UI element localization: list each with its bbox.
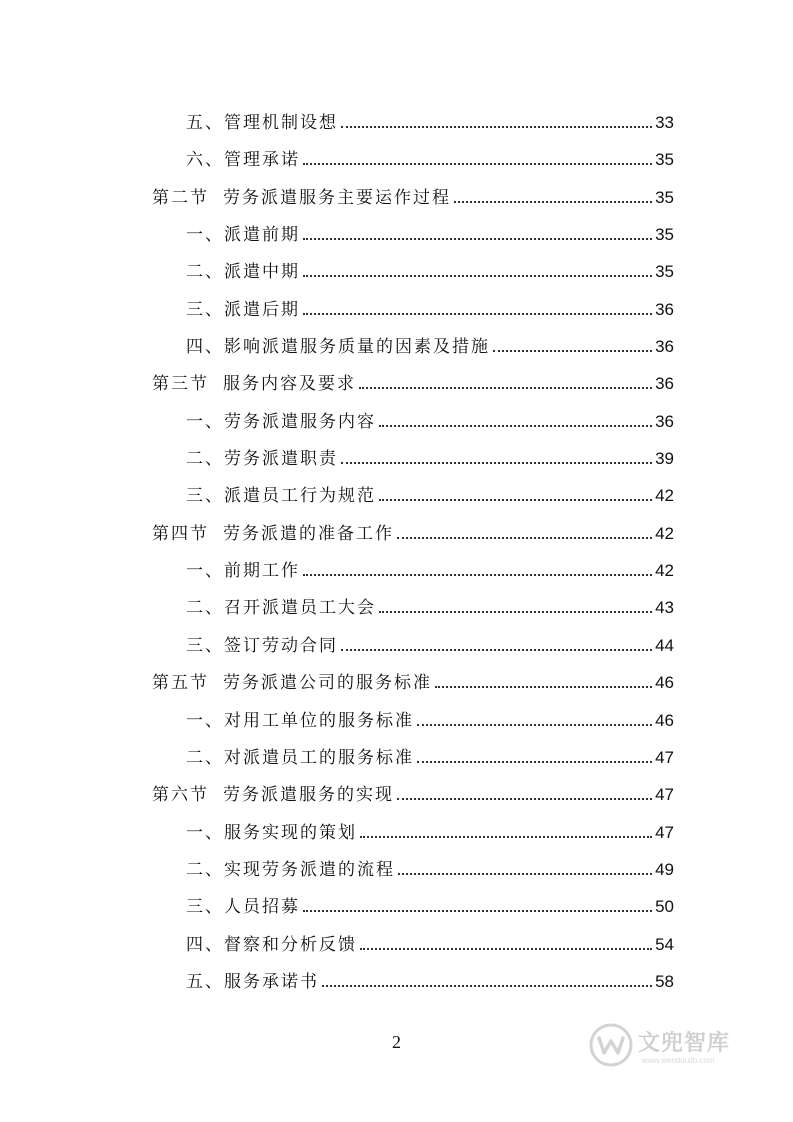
toc-entry[interactable] [0, 511, 793, 548]
toc-dot-leader [379, 425, 652, 427]
toc-dot-leader [379, 611, 652, 613]
toc-entry-page: 39 [655, 449, 674, 469]
toc-entry-page: 42 [655, 486, 674, 506]
toc-entry-title: 影响派遣服务质量的因素及措施 [224, 337, 490, 358]
toc-entry-title: 劳务派遣的准备工作 [223, 523, 394, 544]
toc-entry[interactable] [0, 473, 793, 510]
toc-entry-line [186, 706, 674, 731]
toc-entry-number: 第三节 [152, 374, 209, 395]
toc-entry-title: 人员招募 [224, 897, 300, 918]
toc-entry[interactable] [0, 249, 793, 286]
toc-entry-line [186, 220, 674, 245]
toc-entry-line [186, 967, 674, 992]
toc-entry-number: 第四节 [152, 523, 209, 544]
toc-entry-page: 46 [655, 673, 674, 693]
toc-entry[interactable] [0, 623, 793, 660]
toc-entry-number: 五、 [186, 113, 224, 133]
toc-entry-page: 42 [655, 561, 674, 581]
toc-entry-page: 35 [655, 225, 674, 245]
toc-entry[interactable] [0, 361, 793, 398]
toc-entry-title: 劳务派遣服务的实现 [223, 785, 394, 806]
toc-dot-leader [397, 537, 652, 539]
toc-entry-page: 36 [655, 411, 674, 431]
toc-dot-leader [341, 126, 652, 128]
toc-entry-page: 42 [655, 523, 674, 543]
toc-entry-page: 50 [655, 897, 674, 917]
toc-dot-leader [303, 574, 652, 576]
toc-dot-leader [379, 499, 652, 501]
toc-entry[interactable] [0, 810, 793, 847]
toc-entry-number: 一、 [186, 710, 224, 731]
toc-entry-line [152, 780, 674, 805]
toc-entry[interactable] [0, 772, 793, 809]
toc-entry-number: 四、 [186, 934, 224, 955]
toc-entry-page: 47 [655, 785, 674, 805]
toc-entry-number: 二、 [186, 747, 224, 768]
toc-entry-number: 一、 [186, 822, 224, 843]
toc-entry-title: 服务承诺书 [224, 971, 319, 992]
toc-entry[interactable] [0, 698, 793, 735]
watermark [588, 1020, 768, 1080]
toc-entry-number: 五、 [186, 971, 224, 992]
toc-entry-line [152, 183, 674, 208]
toc-entry-page: 36 [655, 299, 674, 319]
toc-dot-leader [303, 238, 652, 240]
toc-entry-line [186, 481, 674, 506]
toc-entry-title: 服务实现的策划 [224, 822, 357, 843]
watermark-brand: 文兜智库 [638, 1031, 731, 1056]
toc-entry-page: 35 [655, 150, 674, 170]
toc-entry-number: 第五节 [152, 673, 209, 694]
toc-entry-line [186, 818, 674, 843]
toc-entry-title: 劳务派遣职责 [224, 449, 338, 470]
toc-entry-line [186, 855, 674, 880]
toc-dot-leader [360, 836, 652, 838]
toc-entry-number: 第二节 [152, 187, 209, 208]
toc-entry-line [186, 295, 674, 320]
toc-entry-line [186, 145, 674, 170]
toc-entry-title: 服务内容及要求 [223, 374, 356, 395]
toc-entry-number: 三、 [186, 299, 224, 320]
toc-dot-leader [303, 313, 652, 315]
toc-entry-title: 派遣员工行为规范 [224, 486, 376, 507]
toc-dot-leader [359, 387, 652, 389]
toc-entry-title: 管理承诺 [224, 150, 300, 171]
toc-entry[interactable] [0, 212, 793, 249]
toc-entry-page: 47 [655, 747, 674, 767]
w-seal-icon [588, 1022, 634, 1068]
toc-entry-title: 对用工单位的服务标准 [224, 710, 414, 731]
toc-entry-title: 签订劳动合同 [224, 635, 338, 656]
toc-dot-leader [341, 462, 652, 464]
toc-entry-title: 劳务派遣公司的服务标准 [223, 673, 432, 694]
toc-entry[interactable] [0, 137, 793, 174]
toc-dot-leader [303, 163, 652, 165]
toc-dot-leader [397, 798, 652, 800]
toc-dot-leader [303, 910, 652, 912]
toc-dot-leader [417, 761, 652, 763]
toc-entry-number: 一、 [186, 561, 224, 582]
toc-dot-leader [435, 686, 652, 688]
toc-entry-line [186, 108, 674, 133]
toc-entry-line [186, 407, 674, 432]
toc-entry-number: 二、 [186, 859, 224, 880]
toc-entry-line [186, 892, 674, 917]
toc-entry-page: 35 [655, 262, 674, 282]
toc-dot-leader [341, 649, 652, 651]
toc-entry-page: 43 [655, 598, 674, 618]
toc-entry[interactable] [0, 324, 793, 361]
toc-entry[interactable] [0, 175, 793, 212]
toc-entry-page: 46 [655, 710, 674, 730]
toc-entry-number: 三、 [186, 635, 224, 656]
table-of-contents [0, 100, 793, 996]
toc-dot-leader [493, 350, 652, 352]
toc-entry[interactable] [0, 436, 793, 473]
toc-entry-line [186, 743, 674, 768]
toc-entry[interactable] [0, 660, 793, 697]
toc-entry-line [186, 332, 674, 357]
watermark-url: www.wendoulib.com [642, 1056, 715, 1065]
toc-entry-line [186, 257, 674, 282]
toc-entry-number: 三、 [186, 486, 224, 507]
toc-entry[interactable] [0, 100, 793, 137]
toc-entry-page: 58 [655, 971, 674, 991]
toc-entry-number: 二、 [186, 449, 224, 470]
toc-dot-leader [398, 873, 652, 875]
toc-entry-line [186, 930, 674, 955]
toc-entry[interactable] [0, 287, 793, 324]
toc-entry-title: 派遣前期 [224, 225, 300, 246]
toc-entry-line [152, 668, 674, 693]
toc-entry-number: 二、 [186, 598, 224, 619]
toc-entry-number: 三、 [186, 897, 224, 918]
toc-entry-title: 劳务派遣服务内容 [224, 411, 376, 432]
toc-entry-line [186, 593, 674, 618]
toc-entry[interactable] [0, 399, 793, 436]
toc-entry[interactable] [0, 548, 793, 585]
toc-entry-number: 一、 [186, 411, 224, 432]
toc-entry-number: 六、 [186, 150, 224, 171]
toc-entry-title: 前期工作 [224, 561, 300, 582]
toc-entry-line [186, 444, 674, 469]
toc-entry-page: 36 [655, 374, 674, 394]
toc-entry-line [152, 519, 674, 544]
toc-entry[interactable] [0, 585, 793, 622]
toc-entry[interactable] [0, 959, 793, 996]
toc-entry-title: 派遣后期 [224, 299, 300, 320]
toc-entry-line [152, 369, 674, 394]
toc-entry-line [186, 631, 674, 656]
toc-entry-title: 对派遣员工的服务标准 [224, 747, 414, 768]
toc-dot-leader [303, 275, 652, 277]
toc-entry-page: 33 [655, 113, 674, 132]
toc-entry-number: 一、 [186, 225, 224, 246]
toc-entry-page: 49 [655, 859, 674, 879]
toc-entry-page: 47 [655, 822, 674, 842]
toc-dot-leader [360, 948, 652, 950]
toc-entry[interactable] [0, 922, 793, 959]
toc-entry-number: 四、 [186, 337, 224, 358]
toc-dot-leader [322, 985, 652, 987]
toc-entry[interactable] [0, 884, 793, 921]
toc-entry-page: 54 [655, 934, 674, 954]
toc-entry-title: 召开派遣员工大会 [224, 598, 376, 619]
toc-entry-title: 管理机制设想 [224, 113, 338, 133]
toc-entry[interactable] [0, 735, 793, 772]
toc-entry-page: 44 [655, 635, 674, 655]
toc-entry-number: 第六节 [152, 785, 209, 806]
toc-entry-number: 二、 [186, 262, 224, 283]
toc-entry-page: 35 [655, 187, 674, 207]
toc-entry-title: 实现劳务派遣的流程 [224, 859, 395, 880]
toc-entry[interactable] [0, 847, 793, 884]
toc-entry-page: 36 [655, 337, 674, 357]
toc-dot-leader [454, 201, 652, 203]
toc-entry-title: 劳务派遣服务主要运作过程 [223, 187, 451, 208]
toc-entry-title: 派遣中期 [224, 262, 300, 283]
toc-dot-leader [417, 724, 652, 726]
toc-entry-title: 督察和分析反馈 [224, 934, 357, 955]
toc-entry-line [186, 556, 674, 581]
page-number: 2 [392, 1032, 401, 1052]
